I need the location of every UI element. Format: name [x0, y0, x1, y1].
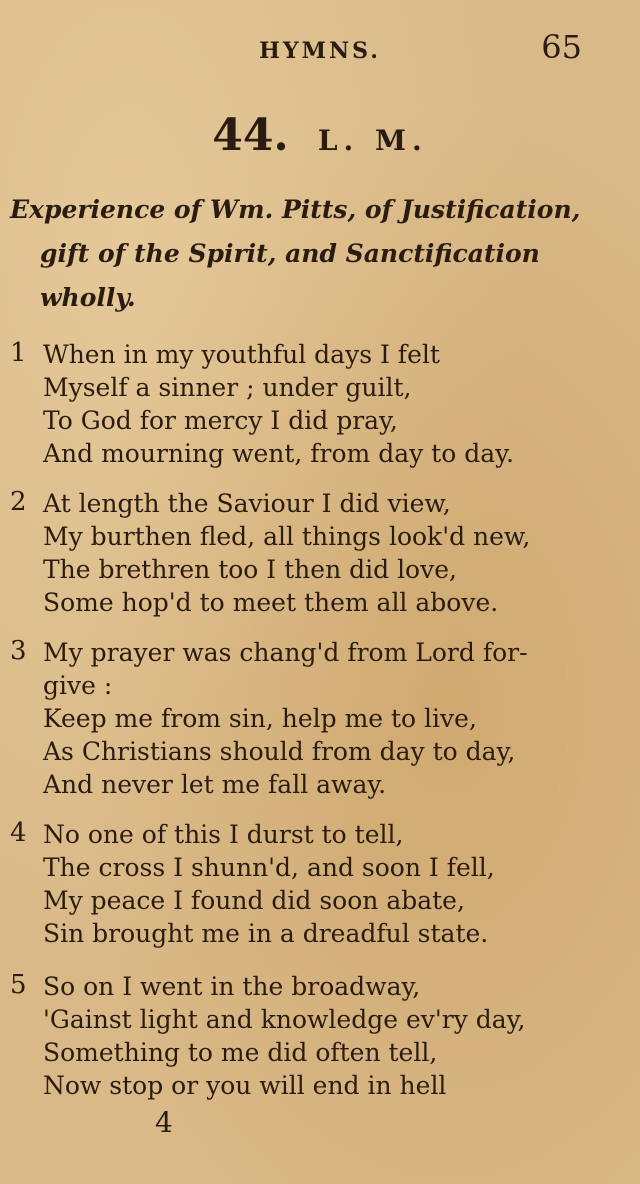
running-head: HYMNS. — [259, 38, 381, 64]
verse-line: 'Gainst light and knowledge ev'ry day, — [43, 1005, 526, 1034]
verse-line: And never let me fall away. — [43, 770, 387, 799]
verse-line: Sin brought me in a dreadful state. — [43, 919, 489, 948]
verse-number: 5 — [10, 970, 27, 1000]
verse-line: As Christians should from day to day, — [43, 737, 516, 766]
hymn-number: 44. — [212, 110, 289, 161]
subtitle-line: wholly. — [40, 283, 136, 312]
verse-number: 4 — [10, 818, 27, 848]
verse-line: Myself a sinner ; under guilt, — [43, 373, 412, 402]
verse-line: When in my youthful days I felt — [43, 340, 440, 369]
verse-line: Some hop'd to meet them all above. — [43, 588, 499, 617]
stanza — [10, 970, 620, 1102]
verse-line: No one of this I durst to tell, — [43, 820, 404, 849]
subtitle-line: Experience of Wm. Pitts, of Justification, — [10, 195, 581, 224]
verse-line: Now stop or you will end in hell — [43, 1071, 447, 1100]
page-number: 65 — [541, 28, 582, 66]
stanza — [10, 338, 620, 470]
verse-number: 3 — [10, 636, 27, 666]
verse-line: give : — [43, 671, 113, 700]
hymn-subtitle — [10, 188, 610, 320]
verse-line: To God for mercy I did pray, — [43, 406, 398, 435]
verse-line: Something to me did often tell, — [43, 1038, 438, 1067]
stanza — [10, 818, 620, 950]
stanza — [10, 487, 620, 619]
verse-number: 2 — [10, 487, 27, 517]
verse-line: Keep me from sin, help me to live, — [43, 704, 477, 733]
verse-number: 1 — [10, 338, 27, 368]
verse-line: My burthen fled, all things look'd new, — [43, 522, 531, 551]
verse-line: So on I went in the broadway, — [43, 972, 421, 1001]
verse-line: At length the Saviour I did view, — [43, 489, 451, 518]
signature-mark: 4 — [155, 1106, 173, 1139]
hymn-meter: L. M. — [317, 124, 428, 157]
verse-line: And mourning went, from day to day. — [43, 439, 514, 468]
verse-line: My prayer was chang'd from Lord for- — [43, 638, 528, 667]
verse-line: The brethren too I then did love, — [43, 555, 457, 584]
verse-line: My peace I found did soon abate, — [43, 886, 465, 915]
verse-line: The cross I shunn'd, and soon I fell, — [43, 853, 495, 882]
hymn-heading — [0, 110, 640, 161]
stanza — [10, 636, 620, 801]
subtitle-line: gift of the Spirit, and Sanctification — [40, 239, 540, 268]
